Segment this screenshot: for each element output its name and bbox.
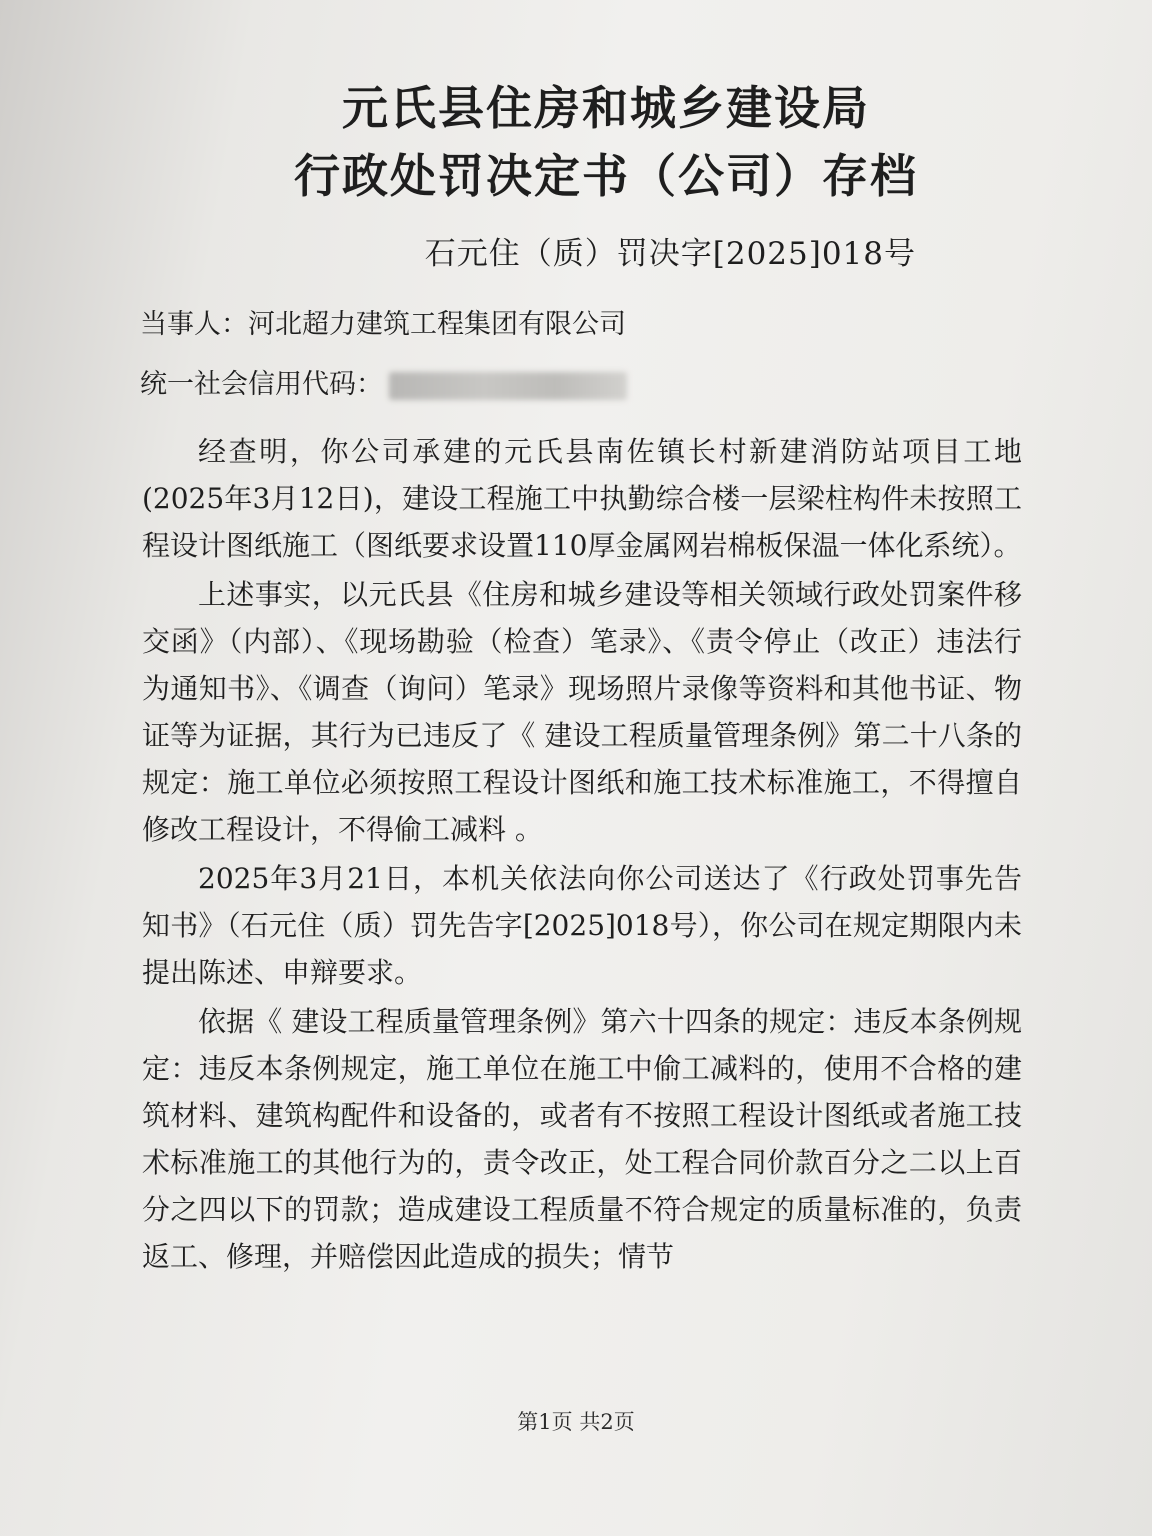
document-title-line1: 元氏县住房和城乡建设局 xyxy=(342,81,870,135)
document-number: 石元住（质）罚决字[2025]018号 xyxy=(424,236,916,272)
party-name: 当事人：河北超力建筑工程集团有限公司 xyxy=(140,309,626,340)
document-title-line2: 行政处罚决定书（公司）存档 xyxy=(294,149,918,203)
body-paragraph-4: 依据《 建设工程质量管理条例》第六十四条的规定：违反本条例规定：违反本条例规定，施工单位在施工中偷工减料的，使用不合格的建筑材料、建筑构配件和设备的，或者有不按照工程设计图纸或者施工技术标准施工的其他行为的，责令改正，处工程合同价款百分之二以上百分之四以下的罚款；造成建设工程质量不符合规定的质量标准的，负责返工、修理，并赔偿因此造成的损失；情节 xyxy=(142,1005,1022,1273)
redacted-credit-code xyxy=(389,372,627,400)
body-paragraph-2: 上述事实，以元氏县《住房和城乡建设等相关领域行政处罚案件移交函》（内部）、《现场勘验（检查）笔录》、《责令停止（改正）违法行为通知书》、《调查（询问）笔录》现场照片录像等资料和其他书证、物证等为证据，其行为已违反了《 建设工程质量管理条例》第二十八条的规定：施工单位必须按照工程设计图纸和施工技术标准施工，不得擅自修改工程设计，不得偷工减料 。 xyxy=(142,578,1022,846)
credit-code-label: 统一社会信用代码： xyxy=(140,369,383,400)
body-paragraph-3: 2025年3月21日，本机关依法向你公司送达了《行政处罚事先告知书》（石元住（质）罚先告字[2025]018号），你公司在规定期限内未提出陈述、申辩要求。 xyxy=(142,862,1022,989)
page-footer: 第1页 共2页 xyxy=(517,1410,635,1434)
body-paragraph-1: 经查明，你公司承建的元氏县南佐镇长村新建消防站项目工地(2025年3月12日)，建设工程施工中执勤综合楼一层梁柱构件未按照工程设计图纸施工（图纸要求设置110厚金属网岩棉板保温一体化系统）。 xyxy=(142,435,1022,562)
credit-code-row xyxy=(140,362,627,401)
document-body xyxy=(142,428,1022,1282)
